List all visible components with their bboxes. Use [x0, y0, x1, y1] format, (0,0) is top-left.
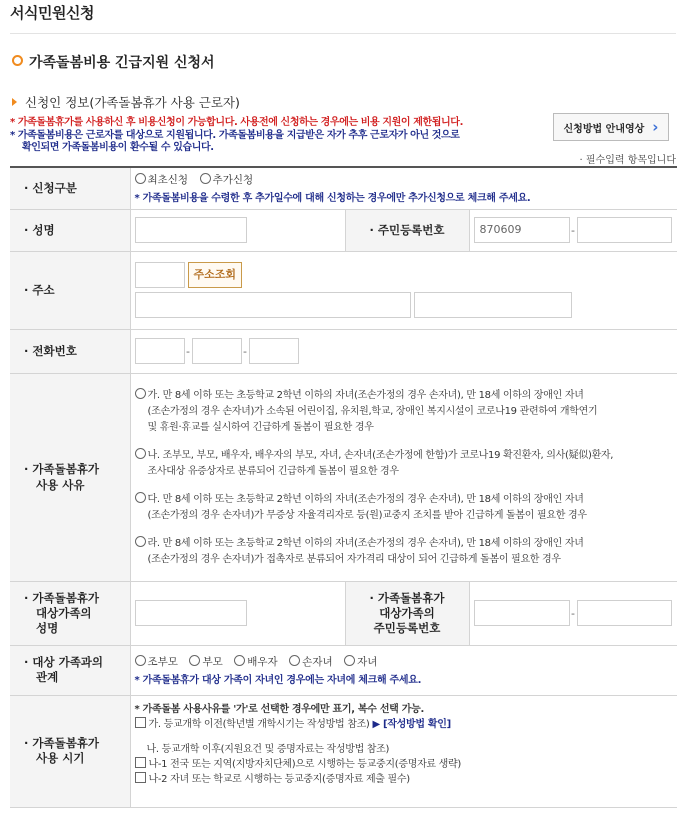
reason-label-1: · 가족돌봄휴가 — [24, 462, 100, 476]
radio-reason-ra[interactable] — [135, 536, 146, 547]
target-rrn-label — [345, 581, 469, 645]
checkbox-period-ga[interactable] — [135, 717, 146, 728]
period-option-na1[interactable] — [135, 757, 678, 772]
apply-first-option[interactable] — [135, 174, 189, 186]
guide-video-label: 신청방법 안내영상 — [563, 123, 645, 135]
target-rrn-label-3: 주민등록번호 — [373, 620, 441, 635]
reason-na-line1: 나. 조부모, 부모, 배우자, 배우자의 부모, 자녀, 손자녀(조손가정에 한함)가 코로나19 확진환자, 의사(疑似)환자, — [147, 450, 614, 461]
relation-cell — [130, 645, 677, 695]
name-input[interactable] — [135, 217, 247, 243]
name-label: · 성명 — [10, 209, 130, 251]
apply-type-label: · 신청구분 — [10, 167, 130, 209]
checkbox-period-na2[interactable] — [135, 772, 146, 783]
period-hint: * 가족돌봄 사용사유를 '가'로 선택한 경우에만 표기, 복수 선택 가능. — [134, 703, 424, 715]
relation-label — [10, 645, 130, 695]
period-label — [10, 695, 130, 807]
target-rrn-front-input[interactable] — [474, 600, 570, 626]
period-ga-label: 가. 등교개학 이전(학년별 개학시기는 작성방법 참조) — [148, 718, 370, 730]
reason-cell — [130, 373, 677, 581]
reason-option-ra[interactable] — [135, 536, 678, 568]
guide-video-button[interactable] — [553, 113, 669, 141]
row-reason — [10, 373, 677, 581]
relation-parent-option[interactable] — [189, 656, 222, 668]
period-option-ga[interactable] — [135, 717, 678, 732]
reason-option-da[interactable] — [135, 492, 678, 524]
target-name-label-3: 성명 — [36, 620, 59, 635]
apply-type-hint: * 가족돌봄비용을 수령한 후 추가일수에 대해 신청하는 경우에만 추가신청으로 체크해 주세요. — [134, 193, 531, 205]
required-note: · 필수입력 항목입니다 — [579, 155, 676, 166]
target-name-label-1: · 가족돌봄휴가 — [24, 590, 100, 605]
radio-reason-ga[interactable] — [135, 388, 146, 399]
apply-additional-label: 추가신청 — [212, 174, 254, 187]
reason-ga-line3: 및 휴원·휴교를 실시하여 긴급하게 돌봄이 필요한 경우 — [147, 422, 374, 433]
reason-label-2: 사용 사유 — [36, 478, 85, 492]
form-title-text: 가족돌봄비용 긴급지원 신청서 — [29, 55, 215, 71]
target-rrn-label-1: · 가족돌봄휴가 — [369, 590, 445, 605]
triangle-bullet-icon — [12, 98, 17, 106]
radio-first[interactable] — [135, 173, 146, 184]
address-cell — [130, 251, 677, 329]
writing-guide-link[interactable]: ▶ [작성방법 확인] — [372, 718, 451, 730]
address-main-input[interactable] — [135, 292, 411, 318]
bullet-circle-icon — [12, 55, 23, 66]
address-search-button[interactable]: 주소조회 — [188, 262, 243, 288]
radio-grandparent[interactable] — [135, 655, 146, 666]
target-rrn-dash: - — [571, 606, 575, 620]
notice-usage: * 가족돌봄휴가를 사용하신 후 비용신청이 가능합니다. 사용전에 신청하는 경우에는 비용 지원이 제한됩니다. — [10, 117, 463, 128]
target-rrn-label-2: 대상가족의 — [379, 605, 435, 620]
radio-reason-na[interactable] — [135, 448, 146, 459]
row-phone — [10, 329, 677, 373]
reason-ra-line1: 라. 만 8세 이하 또는 초등학교 2학년 이하의 자녀(조손가정의 경우 손자녀), 만 18세 이하의 장애인 자녀 — [147, 538, 584, 549]
radio-child[interactable] — [344, 655, 355, 666]
notice-block — [10, 117, 463, 155]
radio-spouse[interactable] — [234, 655, 245, 666]
phone-cell — [130, 329, 677, 373]
name-cell — [130, 209, 345, 251]
chevron-right-icon: › — [652, 118, 659, 136]
target-name-input[interactable] — [135, 600, 247, 626]
notice-worker-2: 확인되면 가족돌봄비용이 환수될 수 있습니다. — [22, 142, 214, 153]
relation-child-label: 자녀 — [357, 656, 378, 668]
radio-parent[interactable] — [189, 655, 200, 666]
row-name — [10, 209, 677, 251]
target-name-label-2: 대상가족의 — [36, 605, 92, 620]
rrn-dash: - — [571, 223, 575, 237]
period-cell — [130, 695, 677, 807]
period-label-1: · 가족돌봄휴가 — [24, 736, 100, 750]
row-relation — [10, 645, 677, 695]
apply-type-cell — [130, 167, 677, 209]
target-rrn-back-input[interactable] — [577, 600, 672, 626]
row-apply-type — [10, 167, 677, 209]
rrn-cell — [469, 209, 677, 251]
rrn-back-input[interactable] — [577, 217, 672, 243]
reason-da-line1: 다. 만 8세 이하 또는 초등학교 2학년 이하의 자녀(조손가정의 경우 손자녀), 만 18세 이하의 장애인 자녀 — [147, 494, 584, 505]
form-title — [12, 52, 215, 72]
reason-option-na[interactable] — [135, 448, 678, 480]
phone-dash-2: - — [243, 344, 247, 358]
apply-additional-option[interactable] — [200, 174, 254, 186]
target-name-label — [10, 581, 130, 645]
phone-part3-input[interactable] — [249, 338, 299, 364]
application-form-table — [10, 166, 677, 808]
page-header-title: 서식민원신청 — [10, 4, 94, 22]
rrn-front-input[interactable]: 870609 — [474, 217, 570, 243]
notice-worker-1: * 가족돌봄비용은 근로자를 대상으로 지원됩니다. 가족돌봄비용을 지급받은 자가 추후 근로자가 아닌 것으로 — [10, 129, 460, 141]
relation-label-2: 관계 — [36, 670, 59, 684]
relation-spouse-option[interactable] — [234, 656, 277, 668]
relation-hint: * 가족돌봄휴가 대상 가족이 자녀인 경우에는 자녀에 체크해 주세요. — [134, 675, 422, 686]
phone-dash-1: - — [186, 344, 190, 358]
zipcode-input[interactable] — [135, 262, 185, 288]
reason-ga-line2: (조손가정의 경우 손자녀)가 소속된 어린이집, 유치원,학교, 장애인 복지시설이 코로나19 관련하여 개학연기 — [147, 406, 598, 417]
header-divider — [10, 33, 676, 34]
period-label-2: 사용 시기 — [36, 751, 85, 765]
phone-label: · 전화번호 — [10, 329, 130, 373]
relation-grandparent-option[interactable] — [135, 656, 178, 668]
period-na-heading: 나. 등교개학 이후(지원요건 및 증명자료는 작성방법 참조) — [146, 743, 390, 755]
section-title — [12, 93, 240, 111]
rrn-label: · 주민등록번호 — [345, 209, 469, 251]
relation-label-1: · 대상 가족과의 — [24, 655, 104, 669]
apply-first-label: 최초신청 — [147, 174, 189, 187]
relation-grandchild-option[interactable] — [289, 656, 332, 668]
target-name-cell — [130, 581, 345, 645]
address-detail-input[interactable] — [414, 292, 572, 318]
radio-additional[interactable] — [200, 173, 211, 184]
row-address — [10, 251, 677, 329]
address-label: · 주소 — [10, 251, 130, 329]
relation-child-option[interactable] — [344, 656, 377, 668]
period-na1-label: 나-1 전국 또는 지역(지방자치단체)으로 시행하는 등교중지(증명자료 생략) — [148, 758, 461, 770]
reason-da-line2: (조손가정의 경우 손자녀)가 무증상 자율격리자로 등(원)교중지 조치를 받아 긴급하게 돌봄이 필요한 경우 — [147, 510, 587, 521]
relation-grandchild-label: 손자녀 — [302, 656, 333, 668]
relation-parent-label: 부모 — [202, 656, 223, 668]
period-option-na2[interactable] — [135, 772, 678, 787]
relation-grandparent-label: 조부모 — [147, 656, 178, 668]
reason-ga-line1: 가. 만 8세 이하 또는 초등학교 2학년 이하의 자녀(조손가정의 경우 손자녀), 만 18세 이하의 장애인 자녀 — [147, 390, 584, 401]
target-rrn-cell — [469, 581, 677, 645]
section-title-text: 신청인 정보(가족돌봄휴가 사용 근로자) — [25, 95, 240, 110]
reason-ra-line2: (조손가정의 경우 손자녀)가 접촉자로 분류되어 자가격리 대상이 되어 긴급하게 돌봄이 필요한 경우 — [147, 554, 561, 565]
reason-option-ga[interactable] — [135, 388, 678, 436]
radio-reason-da[interactable] — [135, 492, 146, 503]
radio-grandchild[interactable] — [289, 655, 300, 666]
phone-part2-input[interactable] — [192, 338, 242, 364]
period-na2-label: 나-2 자녀 또는 학교로 시행하는 등교중지(증명자료 제출 필수) — [148, 773, 410, 785]
relation-spouse-label: 배우자 — [247, 656, 278, 668]
phone-part1-input[interactable] — [135, 338, 185, 364]
reason-label — [10, 373, 130, 581]
checkbox-period-na1[interactable] — [135, 757, 146, 768]
row-target-family — [10, 581, 677, 645]
row-period — [10, 695, 677, 807]
reason-na-line2: 조사대상 유증상자로 분류되어 긴급하게 돌봄이 필요한 경우 — [147, 466, 399, 477]
